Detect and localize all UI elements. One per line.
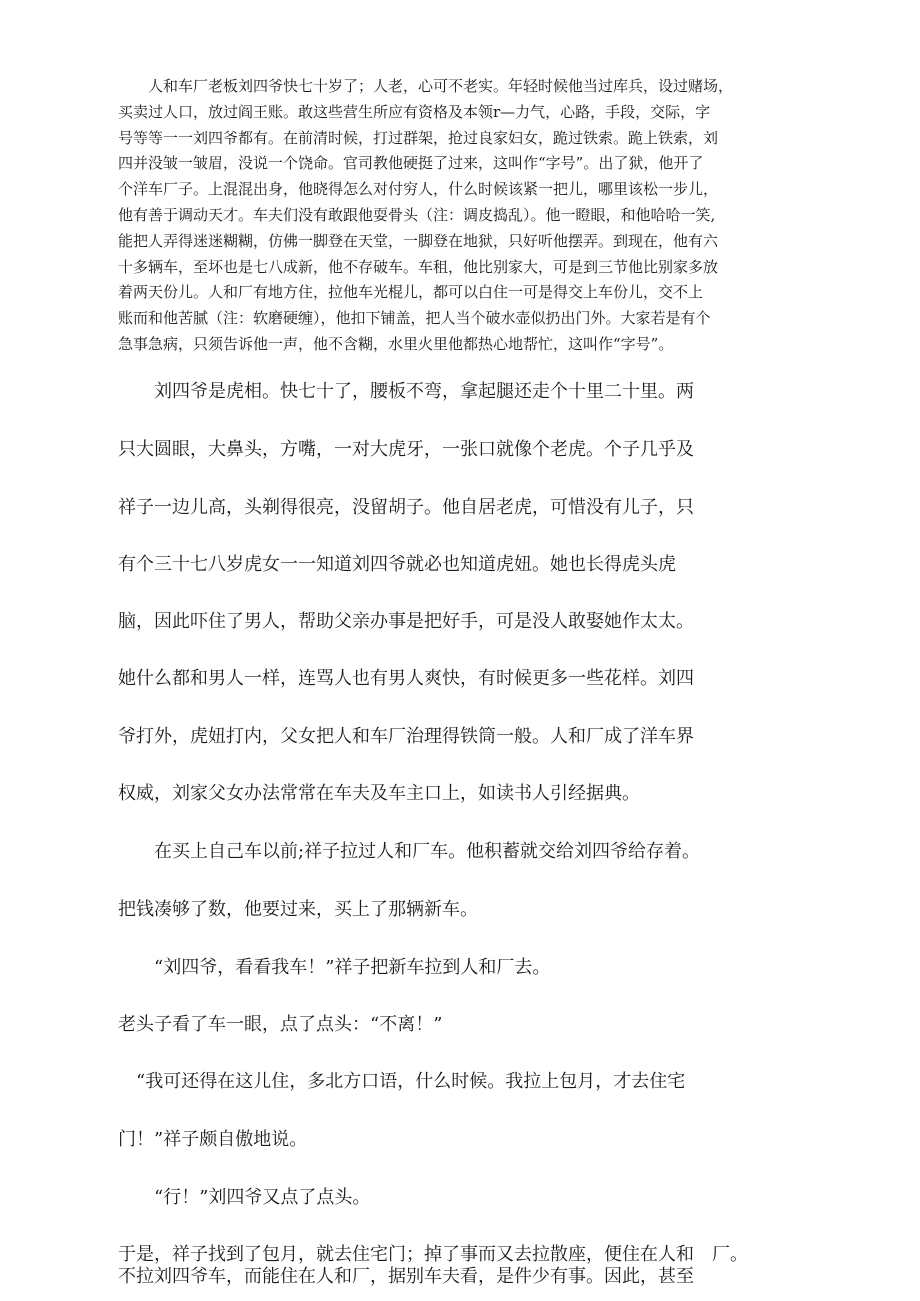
text-line: 脑，因此吓住了男人，帮助父亲办事是把好手，可是没人敢娶她作太太。 — [118, 611, 694, 632]
text-line: 老头子看了车一眼，点了点头：“不离！” — [118, 1014, 443, 1035]
text-line: “我可还得在这儿住，多北方口语，什么时候。我拉上包月，才去住宅 — [118, 1071, 686, 1092]
text-line: “行！”刘四爷又点了点头。 — [118, 1187, 371, 1208]
text-line: 买卖过人口，放过阎王账。敢这些营生所应有资格及本领r—力气，心路，手段，交际，字 — [118, 102, 711, 121]
text-line: 门！”祥子颇自傲地说。 — [118, 1129, 308, 1150]
text-line: 个洋车厂子。上混混出身，他晓得怎么对付穷人，什么时候该紧一把儿，哪里该松一步儿， — [118, 180, 719, 199]
text-line: 十多辆车，至坏也是七八成新，他不存破车。车租，他比别家大，可是到三节他比别家多放 — [118, 257, 719, 276]
text-line: 把钱凑够了数，他要过来，买上了那辆新车。 — [118, 899, 478, 920]
text-line: 有个三十七八岁虎女一一知道刘四爷就必也知道虎妞。她也长得虎头虎 — [118, 554, 676, 575]
text-line: 他有善于调动天才。车夫们没有敢跟他耍骨头（注：调皮捣乱）。他一瞪眼，和他哈哈一笑, — [118, 205, 716, 224]
paragraph-liu-siye-background — [118, 74, 788, 358]
text-line: 急事急病，只须告诉他一声，他不含糊，水里火里他都热心地帮忙，这叫作“字号”。 — [118, 334, 674, 353]
text-line: 爷打外，虎妞打内，父女把人和车厂治理得铁筒一般。人和厂成了洋车界 — [118, 726, 694, 747]
text-line: 不拉刘四爷车，而能住在人和厂，据别车夫看，是件少有事。因此，甚至 — [118, 1266, 694, 1287]
text-line: 在买上自己车以前;祥子拉过人和厂车。他积蓄就交给刘四爷给存着。 — [118, 841, 701, 862]
text-line: 权威，刘家父女办法常常在车夫及车主口上，如读书人引经据典。 — [118, 783, 640, 804]
text-line: 号等等一一刘四爷都有。在前清时候，打过群架，抢过良家妇女，跪过铁索。跪上铁索，刘 — [118, 128, 719, 147]
text-line: 她什么都和男人一样，连骂人也有男人爽快，有时候更多一些花样。刘四 — [118, 668, 694, 689]
text-line: 四并没皱一皱眉，没说一个饶命。官司教他硬挺了过来，这叫作“字号”。出了狱，他开了 — [118, 154, 704, 173]
text-line: 只大圆眼，大鼻头，方嘴，一对大虎牙，一张口就像个老虎。个子几乎及 — [118, 439, 694, 460]
text-line: 于是，祥子找到了包月，就去住宅门；掉了事而又去拉散座，便住在人和 厂。 — [118, 1244, 748, 1265]
text-line: 能把人弄得迷迷糊糊，仿佛一脚登在天堂，一脚登在地狱，只好听他摆弄。到现在，他有六 — [118, 231, 719, 250]
text-line: “刘四爷，看看我车！”祥子把新车拉到人和厂去。 — [118, 957, 551, 978]
text-line: 账而和他苦腻（注：软磨硬缠），他扣下铺盖，把人当个破水壶似扔出门外。大家若是有个 — [118, 309, 711, 328]
text-line: 人和车厂老板刘四爷快七十岁了；人老，心可不老实。年轻时候他当过库兵，设过赌场， — [118, 77, 734, 95]
text-line: 着两天份儿。人和厂有地方住，拉他车光棍儿，都可以白住一可是得交上车份儿，交不上 — [118, 283, 704, 302]
text-line: 刘四爷是虎相。快七十了，腰板不弯，拿起腿还走个十里二十里。两 — [118, 381, 694, 402]
text-line: 祥子一边儿高，头剃得很亮，没留胡子。他自居老虎，可惜没有儿子，只 — [118, 497, 694, 518]
